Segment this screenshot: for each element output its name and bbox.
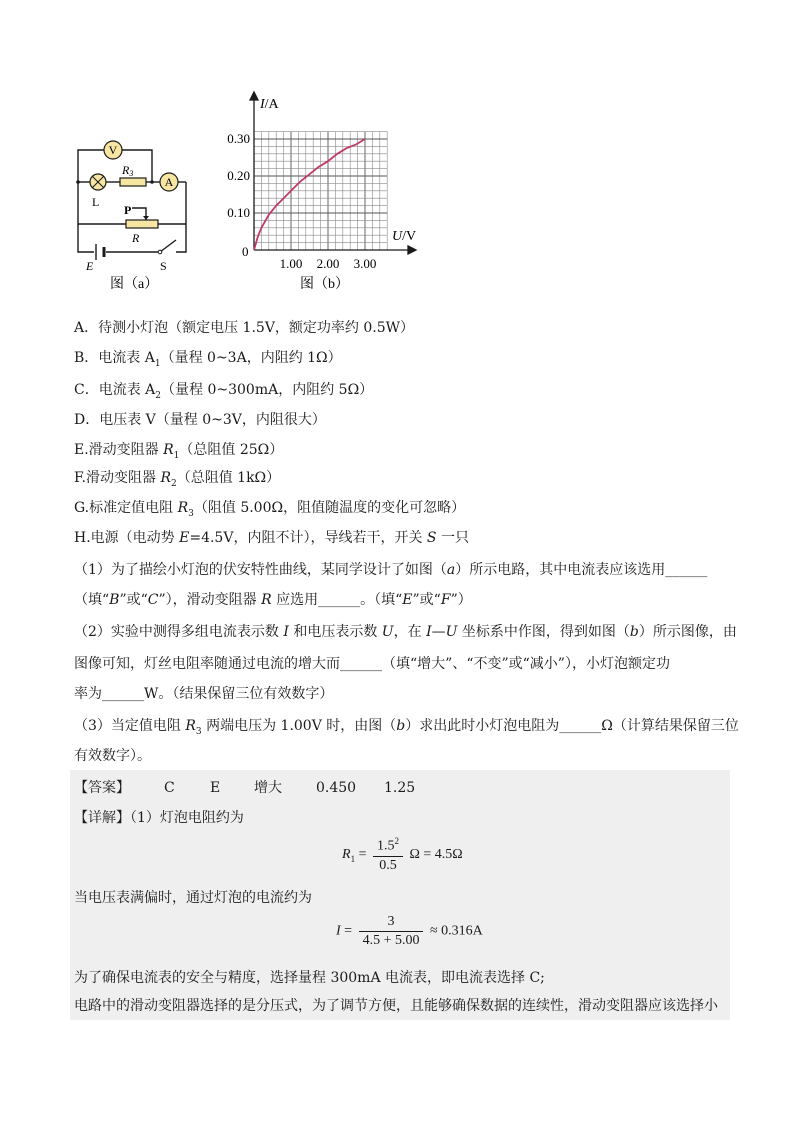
answer-3: 增大 (254, 780, 282, 796)
formula-r1: $R_1$ = $\frac{1.5^2}{0.5}$ Ω = 4.5Ω (342, 836, 463, 873)
answer-5: 1.25 (384, 780, 416, 796)
figure-b-caption: 图（b） (300, 277, 349, 292)
resistor-r3-label: R3 (122, 163, 134, 178)
x-tick-label: 1.00 (279, 256, 303, 271)
ammeter-label: A (164, 175, 174, 189)
rheostat-symbol (126, 220, 158, 228)
explanation-line-1: 【详解】（1）灯泡电阻约为 (74, 810, 244, 826)
answer-1: C (164, 780, 175, 796)
question-3-line-2: 有效数字）。 (74, 748, 151, 764)
y-tick-label: 0.20 (227, 168, 250, 183)
question-1-line-2: （填“B”或“C”），滑动变阻器 R 应选用______。（填“E”或“F”） (74, 592, 472, 608)
figure-a-caption: 图（a） (110, 277, 159, 292)
answer-label: 【答案】 (74, 780, 130, 796)
option-h: H.电源（电动势 E=4.5V，内阻不计），导线若干，开关 S 一只 (74, 530, 469, 546)
y-axis-unit: /A (264, 97, 279, 112)
origin-label: 0 (242, 244, 249, 259)
x-tick-label: 3.00 (353, 256, 377, 271)
answer-4: 0.450 (316, 780, 357, 796)
iu-curve (254, 139, 365, 250)
option-b: B．电流表 $A_1$（量程 0~3A，内阻约 1Ω） (74, 350, 342, 369)
y-axis-label (259, 97, 280, 112)
y-axis-var: I (260, 97, 265, 112)
question-2-line-1: （2）实验中测得多组电流表示数 I 和电压表示数 U，在 I—U 坐标系中作图，得到如图（b）所示图像，由 (74, 624, 737, 640)
explanation-line-4: 电路中的滑动变阻器选择的是分压式，为了调节方便，且能够确保数据的连续性，滑动变阻器应该选择小 (74, 998, 718, 1014)
option-e: E.滑动变阻器 $R_1$（总阻值 25Ω） (74, 442, 284, 461)
option-c: C．电流表 $A_2$（量程 0~300mA，内阻约 5Ω） (74, 382, 374, 401)
iu-chart (218, 90, 428, 295)
option-a: A．待测小灯泡（额定电压 1.5V，额定功率约 0.5W） (74, 320, 415, 336)
option-d: D．电压表 V（量程 0~3V，内阻很大） (74, 412, 326, 428)
option-g: G.标准定值电阻 $R_3$（阻值 5.00Ω，阻值随温度的变化可忽略） (74, 500, 466, 519)
y-tick-label: 0.10 (227, 205, 250, 220)
slider-label: P (124, 203, 132, 217)
rheostat-label: R (132, 231, 140, 245)
y-tick-label: 0.30 (227, 131, 250, 146)
circuit-diagram (60, 128, 220, 298)
lamp-label: L (92, 195, 100, 209)
question-3-line-1: （3）当定值电阻 $R_3$ 两端电压为 1.00V 时，由图（b）求出此时小灯泡电阻为______Ω（计算结果保留三位 (74, 718, 739, 737)
x-axis-label: U/V (392, 229, 417, 244)
question-2-line-3: 率为______W。（结果保留三位有效数字） (74, 686, 334, 702)
x-tick-label: 2.00 (316, 256, 340, 271)
voltmeter-label: V (108, 143, 118, 157)
explanation-line-3: 为了确保电流表的安全与精度，选择量程 300mA 电流表，即电流表选择 C; (74, 970, 545, 986)
battery-label: E (86, 259, 94, 273)
switch-label: S (160, 259, 167, 273)
formula-i: I = $\frac{3}{4.5 + 5.00}$ ≈ 0.316A (336, 914, 483, 948)
answer-2: E (210, 780, 221, 796)
question-1-line-1: （1）为了描绘小灯泡的伏安特性曲线，某同学设计了如图（a）所示电路，其中电流表应该选用______ (74, 562, 708, 578)
resistor-r3-symbol (120, 178, 146, 186)
explanation-label: 【详解】 (74, 810, 130, 826)
option-f: F.滑动变阻器 $R_2$（总阻值 1kΩ） (74, 470, 281, 489)
explanation-line-2: 当电压表满偏时，通过灯泡的电流约为 (74, 890, 312, 906)
switch-symbol (158, 250, 162, 254)
question-2-line-2: 图像可知，灯丝电阻率随通过电流的增大而______（填“增大”、“不变”或“减小”），小灯泡额定功 (74, 656, 670, 672)
